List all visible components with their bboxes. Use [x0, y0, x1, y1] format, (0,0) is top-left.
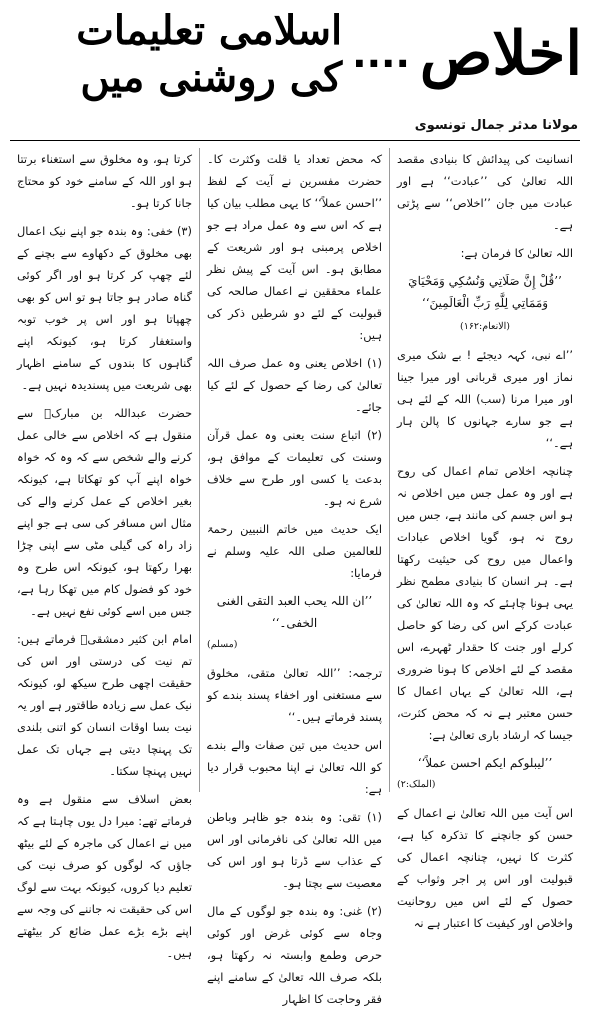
hadith-arabic	[207, 590, 382, 656]
verse-line	[397, 292, 573, 338]
verse-reference: (الملک:۲)	[397, 779, 436, 790]
paragraph: کہ محض تعداد یا قلت وکثرت کا۔ حضرت مفسرین نے آیت کے لفظ ’’احسن عملاً‘‘ کا یہی مطلب بیان کیا ہے کہ اس سے وہ عمل مراد ہے جو اخلاص پرمبنی ہو اور شریعت کے مطابق ہو۔ اس آیت کے پیش نظر علماء محققین نے اعمال صالحہ کی قبولیت کے لئے دو شرطیں ذکر کی ہیں:	[207, 152, 382, 342]
paragraph: حضرت عبداللہ بن مبارکؒ سے منقول ہے کہ اخلاص سے خالی عمل کرنے والے شخص سے کہ وہ کہ خواہ خواہ اپنے آپ کو تھکاتا ہے، کیونکہ بغیر اخلاص کے عمل کرنے والے کی مثال اس مسافر کی سی ہے جو اپنے زاد راہ کی گیلی مٹی سے اپنی چڑا بھرا رکھتا ہو، کیونکہ اس طرح وہ خود کو فضول کام میں تھکا رہا ہے، جس میں اسے کوئی نفع نہیں ہے۔	[17, 406, 192, 618]
verse-line: ’’قُلْ إِنَّ صَلَاتِي وَنُسُكِي وَمَحْيَايَ	[408, 274, 562, 288]
paragraph: (۱) تقی: وہ بندہ جو ظاہر وباطن میں اللہ تعالیٰ کی نافرمانی اور اس کے عذاب سے ڈرتا ہو اور اس کی معصیت سے بچتا ہو۔	[207, 810, 382, 890]
paragraph: چنانچہ اخلاص تمام اعمال کی روح ہے اور وہ عمل جس میں اخلاص نہ ہو اس جسم کی مانند ہے، جس میں روح نہ ہو، گویا اخلاص عبادات واعمال میں روح کی حیثیت رکھتا ہے۔ ہر انسان کا بنیادی مطمح نظر یہی ہونا چاہئے کہ وہ اللہ تعالیٰ کی عبادت کرکے اس کی رضا کو حاصل کرلے اور جنت کا حقدار ٹھہرے، اس مقصد کے لئے اخلاص کا ہونا ضروری ہے، اللہ تعالیٰ کے یہاں اعمال کا حسن معتبر ہے نہ کہ محض کثرت، جیسا کہ ارشاد باری تعالیٰ ہے:	[397, 464, 573, 742]
paragraph: (۳) خفی: وہ بندہ جو اپنے نیک اعمال بھی مخلوق کے دکھاوے سے بچنے کے لئے چھپ کر کرتا ہو اور اگر کوئی گناہ صادر ہو جاتا ہو تو اس کو بھی چھپاتا ہو اور اس پر خوب توبہ واستغفار کرتا ہو، کیونکہ اپنے گناہوں کا بندوں کے سامنے اظہار بھی شریعت میں پسندیدہ نہیں ہے۔	[17, 224, 192, 392]
header-divider	[10, 140, 580, 141]
paragraph: کرتا ہو، وہ مخلوق سے استغناء برتتا ہو اور اللہ کے سامنے خود کو محتاج جانا کرتا ہو۔	[17, 152, 192, 210]
article-body	[10, 148, 580, 1006]
paragraph: (۱) اخلاص یعنی وہ عمل صرف اللہ تعالیٰ کی رضا کے حصول کے لئے کیا جائے۔	[207, 356, 382, 414]
headline-main: اخلاص	[419, 19, 582, 89]
article-header	[0, 0, 590, 112]
headline-subtitle: اسلامی تعلیمات کی روشنی میں	[76, 7, 343, 101]
paragraph: اللہ تعالیٰ کا فرمان ہے:	[460, 246, 573, 260]
headline-dots: ....	[352, 32, 410, 76]
paragraph: اس حدیث میں تین صفات والے بندے کو اللہ تعالیٰ نے اپنا محبوب قرار دیا ہے:	[207, 738, 382, 796]
paragraph: ایک حدیث میں خاتم النبیین رحمۃ للعالمین صلی اللہ علیہ وسلم نے فرمایا:	[207, 522, 382, 580]
paragraph: بعض اسلاف سے منقول ہے وہ فرماتے تھے: میرا دل یوں چاہتا ہے کہ میں نے اعمال کی ماجرہ کے لئے بیٹھ جاؤں کہ لوگوں کو صرف نیت کی تعلیم دیا کروں، کیونکہ بہت سے لوگ اس کی حقیقت نہ جاننے کی وجہ سے اپنے بڑے بڑے عمل ضائع کر بیٹھتے ہیں۔	[17, 792, 192, 960]
paragraph: انسانیت کی پیدائش کا بنیادی مقصد اللہ تعالیٰ کی ’’عبادت‘‘ ہے اور عبادت میں جان ’’اخلاص‘‘ سے پڑتی ہے۔	[397, 152, 573, 232]
paragraph: اس آیت میں اللہ تعالیٰ نے اعمال کے حسن کو جانچنے کا تذکرہ کیا ہے، کثرت کا نہیں، چنانچہ اعمال کی قبولیت اور اس پر اجر وثواب کے حصول کے لئے اس میں روحانیت واخلاص اور کیفیت کا اعتبار ہے نہ	[397, 806, 573, 930]
paragraph: امام ابن کثیر دمشقیؒ فرماتے ہیں: تم نیت کی درستی اور اس کی حقیقت اچھی طرح سیکھ لو، کیونکہ نیک عمل سے زیادہ طاقتور ہے اور یہ نیت بسا اوقات انسان کو اتنی بلندی تک پہنچا دیتی ہے جہاں تک عمل نہیں پہنچا سکتا۔	[17, 632, 192, 778]
quran-verse	[397, 752, 573, 796]
verse-text: وَمَمَاتِي لِلَّهِ رَبِّ الْعَالَمِينَ‘‘	[421, 296, 549, 310]
paragraph: (۲) غنی: وہ بندہ جو لوگوں کے مال وجاہ سے کوئی غرض اور کوئی حرص وطمع وابستہ نہ رکھتا ہو، بلکہ صرف اللہ تعالیٰ کے سامنے اپنے فقر وحاجت کا اظہار	[207, 904, 382, 1006]
paragraph: ’’اے نبی، کہہ دیجئے ! بے شک میری نماز اور میری قربانی اور میرا جینا اور میرا مرنا (سب) اللہ کے لئے ہی ہے جو سارے جہانوں کا پالن ہار ہے۔‘‘	[397, 348, 573, 450]
verse-reference: (الانعام:۱۶۲)	[460, 321, 510, 332]
paragraph: ترجمہ: ’’اللہ تعالیٰ متقی، مخلوق سے مستغنی اور اخفاء پسند بندے کو پسند فرماتے ہیں۔‘‘	[207, 666, 382, 724]
paragraph: (۲) اتباع سنت یعنی وہ عمل قرآن وسنت کی تعلیمات کے موافق ہو، بدعت یا کسی اور طرح سے خلاف شرع نہ ہو۔	[207, 428, 382, 508]
column-2	[200, 148, 390, 1006]
hadith-text: ’’ان اللہ یحب العبد التقی الغنی الخفی۔‘‘	[216, 594, 373, 630]
verse-text: ’’لیبلوکم ایکم احسن عملاً‘‘	[417, 756, 553, 770]
author-byline: مولانا مدثر جمال تونسوی	[414, 118, 578, 133]
quran-verse	[397, 270, 573, 338]
column-3	[10, 148, 200, 960]
column-1	[390, 148, 580, 930]
headline	[22, 8, 582, 100]
hadith-reference: (مسلم)	[207, 639, 238, 650]
